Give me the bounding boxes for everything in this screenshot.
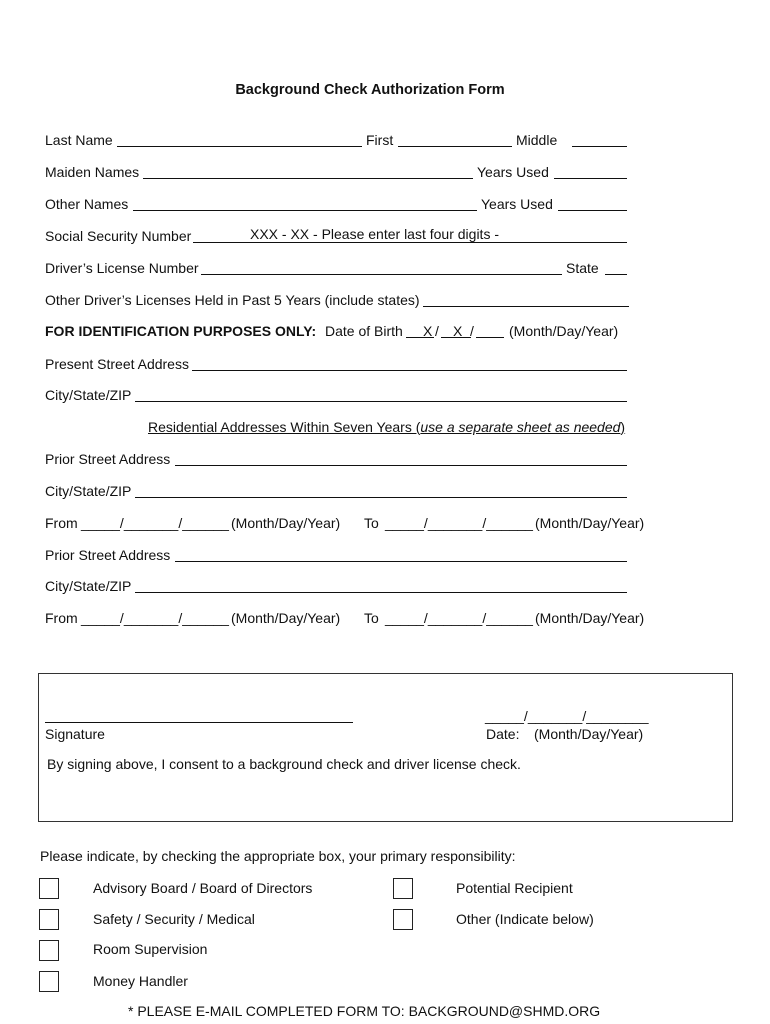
last-name-field[interactable] xyxy=(117,146,362,147)
prior-street-2-field[interactable] xyxy=(175,561,627,562)
middle-name-field[interactable] xyxy=(572,146,627,147)
responsibility-prompt: Please indicate, by checking the appropriate box, your primary responsibility: xyxy=(40,848,516,864)
prior-street-2-label: Prior Street Address xyxy=(45,547,171,563)
option-advisory-board: Advisory Board / Board of Directors xyxy=(93,880,313,896)
page-title: Background Check Authorization Form xyxy=(235,82,505,98)
other-years-used-label: Years Used xyxy=(481,196,553,212)
middle-name-label: Middle xyxy=(516,132,558,148)
dob-year-field[interactable] xyxy=(476,337,504,338)
present-street-field[interactable] xyxy=(192,370,627,371)
maiden-names-field[interactable] xyxy=(143,178,473,179)
maiden-names-label: Maiden Names xyxy=(45,164,140,180)
from-1-label: From xyxy=(45,515,78,531)
signature-date-format: (Month/Day/Year) xyxy=(534,726,644,742)
to-2-format: (Month/Day/Year) xyxy=(535,610,645,626)
signature-field[interactable] xyxy=(45,722,353,723)
state-label: State xyxy=(566,260,599,276)
drivers-license-field[interactable] xyxy=(201,274,562,275)
prior-city-2-field[interactable] xyxy=(135,592,627,593)
checkbox-room-supervision[interactable] xyxy=(39,940,59,961)
residential-heading: Residential Addresses Within Seven Years (use a separate sheet as needed) xyxy=(148,419,626,435)
present-street-label: Present Street Address xyxy=(45,356,189,372)
dob-month-value: X xyxy=(423,323,433,339)
first-name-field[interactable] xyxy=(398,146,512,147)
other-licenses-field[interactable] xyxy=(423,306,629,307)
identification-purposes-label: FOR IDENTIFICATION PURPOSES ONLY: xyxy=(45,323,317,339)
present-city-label: City/State/ZIP xyxy=(45,387,132,403)
signature-date-label: Date: xyxy=(486,726,520,742)
option-other: Other (Indicate below) xyxy=(456,911,594,927)
dob-separator-1: / xyxy=(435,323,439,339)
to-1-label: To xyxy=(364,515,379,531)
checkbox-advisory-board[interactable] xyxy=(39,878,59,899)
dob-separator-2: / xyxy=(470,323,474,339)
signature-label: Signature xyxy=(45,726,105,742)
to-1-format: (Month/Day/Year) xyxy=(535,515,645,531)
dob-label: Date of Birth xyxy=(325,323,403,339)
ssn-field[interactable] xyxy=(193,242,627,243)
drivers-license-label: Driver’s License Number xyxy=(45,260,199,276)
first-name-label: First xyxy=(366,132,394,148)
maiden-years-used-label: Years Used xyxy=(477,164,549,180)
from-2-date-field[interactable]: _____/_______/______ xyxy=(81,610,229,626)
state-field[interactable] xyxy=(605,274,627,275)
checkbox-money-handler[interactable] xyxy=(39,971,59,992)
prior-city-1-field[interactable] xyxy=(135,497,627,498)
checkbox-safety-security-medical[interactable] xyxy=(39,909,59,930)
prior-city-2-label: City/State/ZIP xyxy=(45,578,132,594)
from-1-date-field[interactable]: _____/_______/______ xyxy=(81,515,229,531)
option-room-supervision: Room Supervision xyxy=(93,941,208,957)
to-2-label: To xyxy=(364,610,379,626)
signature-section xyxy=(38,673,733,822)
signature-date-field[interactable]: _____/_______/________ xyxy=(485,708,649,724)
other-licenses-label: Other Driver’s Licenses Held in Past 5 Years (include states) xyxy=(45,292,420,308)
prior-city-1-label: City/State/ZIP xyxy=(45,483,132,499)
maiden-years-used-field[interactable] xyxy=(554,178,627,179)
option-money-handler: Money Handler xyxy=(93,973,188,989)
last-name-label: Last Name xyxy=(45,132,113,148)
prior-street-1-field[interactable] xyxy=(175,465,627,466)
ssn-label: Social Security Number xyxy=(45,228,192,244)
other-years-used-field[interactable] xyxy=(558,210,627,211)
to-2-date-field[interactable]: _____/_______/______ xyxy=(385,610,533,626)
option-potential-recipient: Potential Recipient xyxy=(456,880,573,896)
ssn-note: XXX - XX - Please enter last four digits - xyxy=(250,226,499,242)
from-2-format: (Month/Day/Year) xyxy=(231,610,341,626)
other-names-field[interactable] xyxy=(133,210,477,211)
checkbox-potential-recipient[interactable] xyxy=(393,878,413,899)
to-1-date-field[interactable]: _____/_______/______ xyxy=(385,515,533,531)
from-1-format: (Month/Day/Year) xyxy=(231,515,341,531)
from-2-label: From xyxy=(45,610,78,626)
dob-format-label: (Month/Day/Year) xyxy=(509,323,619,339)
email-instruction: * PLEASE E-MAIL COMPLETED FORM TO: BACKGROUND@SHMD.ORG xyxy=(128,1003,601,1019)
other-names-label: Other Names xyxy=(45,196,129,212)
present-city-field[interactable] xyxy=(135,401,627,402)
consent-statement: By signing above, I consent to a background check and driver license check. xyxy=(47,756,521,772)
option-safety-security-medical: Safety / Security / Medical xyxy=(93,911,255,927)
prior-street-1-label: Prior Street Address xyxy=(45,451,171,467)
checkbox-other[interactable] xyxy=(393,909,413,930)
dob-day-value: X xyxy=(453,323,463,339)
